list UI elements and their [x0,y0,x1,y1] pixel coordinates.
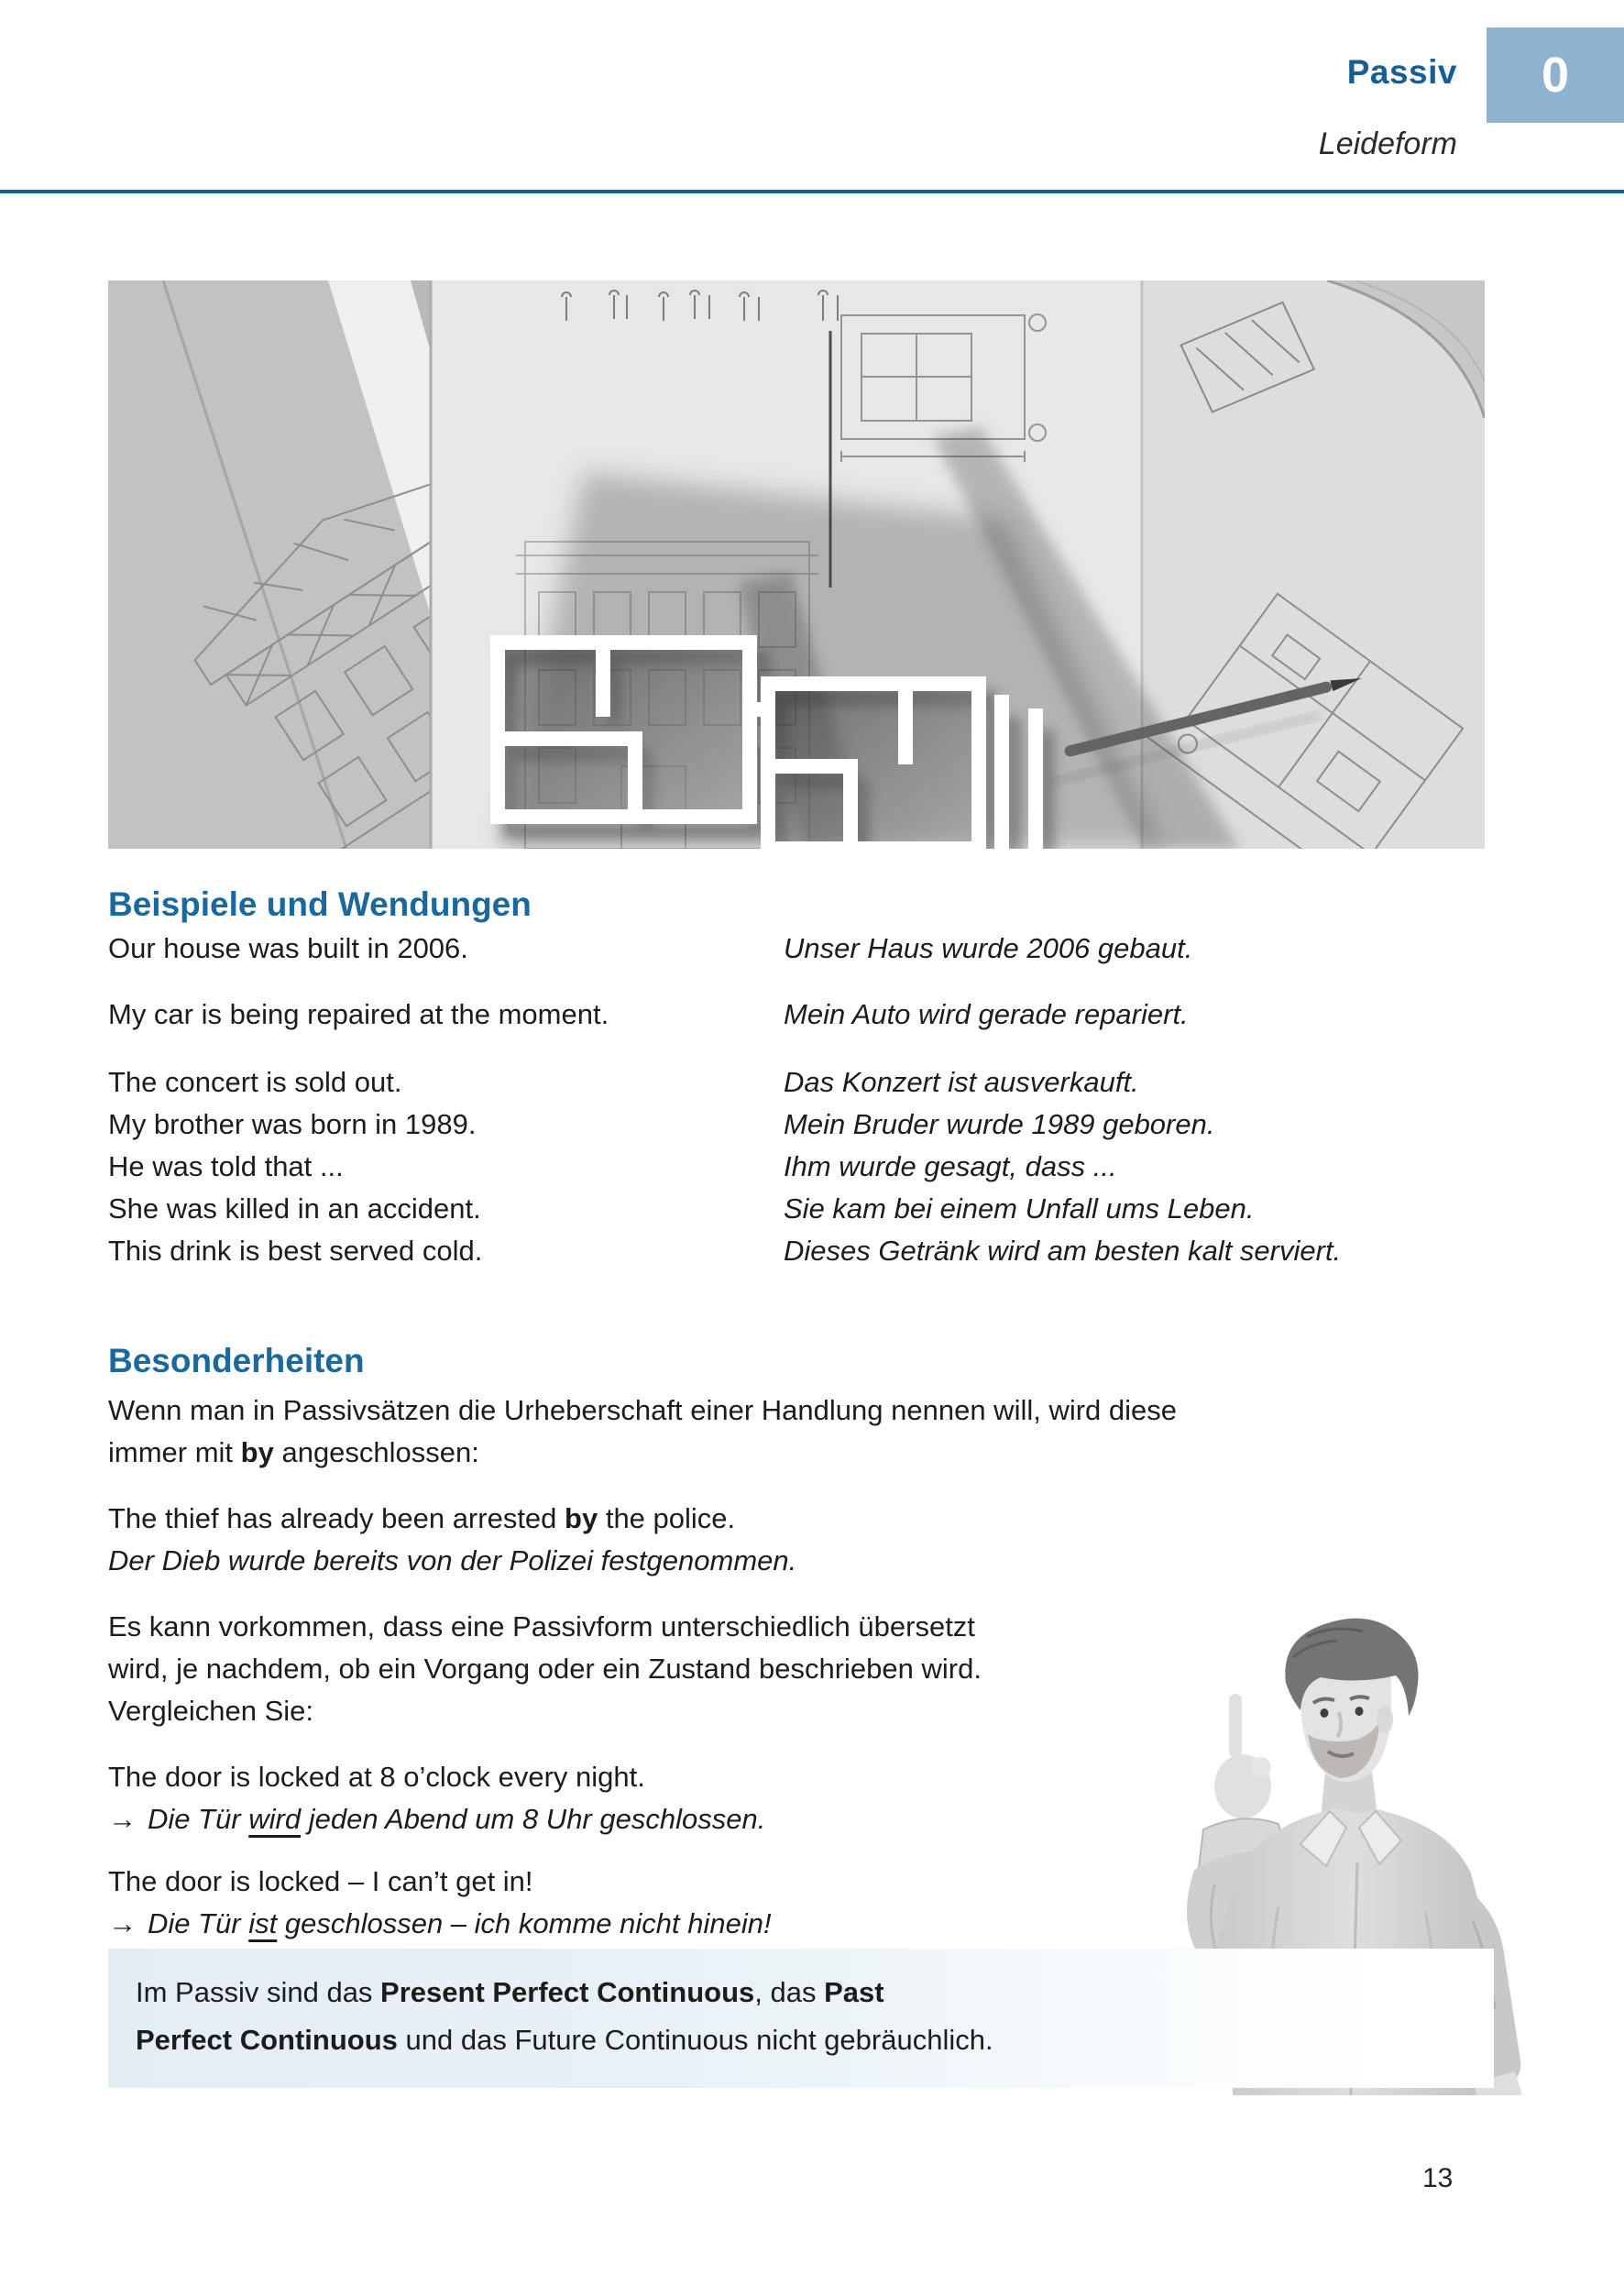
door2-de-post: geschlossen – ich komme nicht hinein! [277,1907,772,1939]
note-line1 [136,1969,1494,2016]
vorgang-line3: Vergleichen Sie: [108,1695,314,1727]
examples-heading: Beispiele und Wendungen [108,885,532,923]
example-de: Das Konzert ist ausverkauft. [784,1066,1139,1098]
note-line1-pre: Im Passiv sind das [136,1976,381,2008]
example-pair [108,1061,1485,1104]
example-en: The concert is sold out. [108,1066,402,1098]
page-number: 13 [1422,2163,1454,2193]
example-pair [108,928,1485,970]
example-pair [108,1188,1485,1230]
chapter-subtitle: Leideform [1318,126,1457,161]
grammar-note-box [108,1949,1494,2088]
example-de: Mein Auto wird gerade repariert. [784,998,1189,1030]
besonderheiten-intro-line2 [108,1432,479,1474]
example-en: My car is being repaired at the moment. [108,998,609,1030]
vorgang-line1: Es kann vorkommen, dass eine Passivform unterschiedlich übersetzt [108,1610,975,1642]
door1-sentence-de [108,1798,765,1840]
note-line1-bold2: Past [824,1976,884,2008]
example-pair [108,1230,1485,1272]
intro-line2-post: angeschlossen: [273,1436,479,1468]
thief-en-bold: by [565,1502,598,1534]
example-de: Dieses Getränk wird am besten kalt serviert. [784,1235,1342,1267]
intro-line2-pre: immer mit [108,1436,241,1468]
example-en: My brother was born in 1989. [108,1108,477,1140]
blueprint-illustration [108,280,1485,849]
thief-en-post: the police. [598,1502,736,1534]
note-line2-bold: Perfect Continuous [136,2024,398,2056]
note-line2-post: und das Future Continuous nicht gebräuchlich. [397,2024,993,2056]
example-pair [108,1146,1485,1188]
note-line1-bold1: Present Perfect Continuous [380,1976,755,2008]
blueprint-hero-image [108,280,1485,849]
note-line2 [136,2016,1494,2064]
door2-de-underline: ist [248,1907,278,1939]
example-en: This drink is best served cold. [108,1235,483,1267]
thief-sentence-en [108,1498,735,1540]
arrow-icon: → [108,1803,137,1835]
example-de: Mein Bruder wurde 1989 geboren. [784,1108,1215,1140]
example-de: Ihm wurde gesagt, dass ... [784,1150,1117,1182]
note-line1-mid: , das [754,1976,825,2008]
chapter-title: Passiv [1346,53,1457,91]
thief-sentence-de: Der Dieb wurde bereits von der Polizei festgenommen. [108,1544,797,1576]
door1-sentence-en: The door is locked at 8 o’clock every night. [108,1761,645,1793]
header-divider [0,190,1624,193]
examples-table [108,928,1485,1272]
example-en: He was told that ... [108,1150,344,1182]
example-pair [108,1104,1485,1146]
door2-sentence-de [108,1903,772,1945]
door1-de-pre: Die Tür [148,1803,249,1835]
door2-de-pre: Die Tür [148,1907,249,1939]
besonderheiten-heading: Besonderheiten [108,1342,365,1379]
thief-en-pre: The thief has already been arrested [108,1502,565,1534]
intro-line2-bold: by [240,1436,274,1468]
chapter-number-box [1487,27,1624,123]
example-de: Sie kam bei einem Unfall ums Leben. [784,1192,1255,1225]
door2-sentence-en: The door is locked – I can’t get in! [108,1865,533,1897]
example-de: Unser Haus wurde 2006 gebaut. [784,932,1193,964]
example-pair [108,994,1485,1036]
besonderheiten-intro-line1: Wenn man in Passivsätzen die Urheberschaft einer Handlung nennen will, wird diese [108,1394,1178,1426]
example-en: She was killed in an accident. [108,1192,481,1225]
chapter-number: 0 [1541,48,1570,103]
example-en: Our house was built in 2006. [108,932,468,964]
door1-de-post: jeden Abend um 8 Uhr geschlossen. [301,1803,766,1835]
vorgang-line2: wird, je nachdem, ob ein Vorgang oder ein Zustand beschrieben wird. [108,1653,982,1685]
arrow-icon: → [108,1907,137,1939]
door1-de-underline: wird [248,1803,302,1835]
